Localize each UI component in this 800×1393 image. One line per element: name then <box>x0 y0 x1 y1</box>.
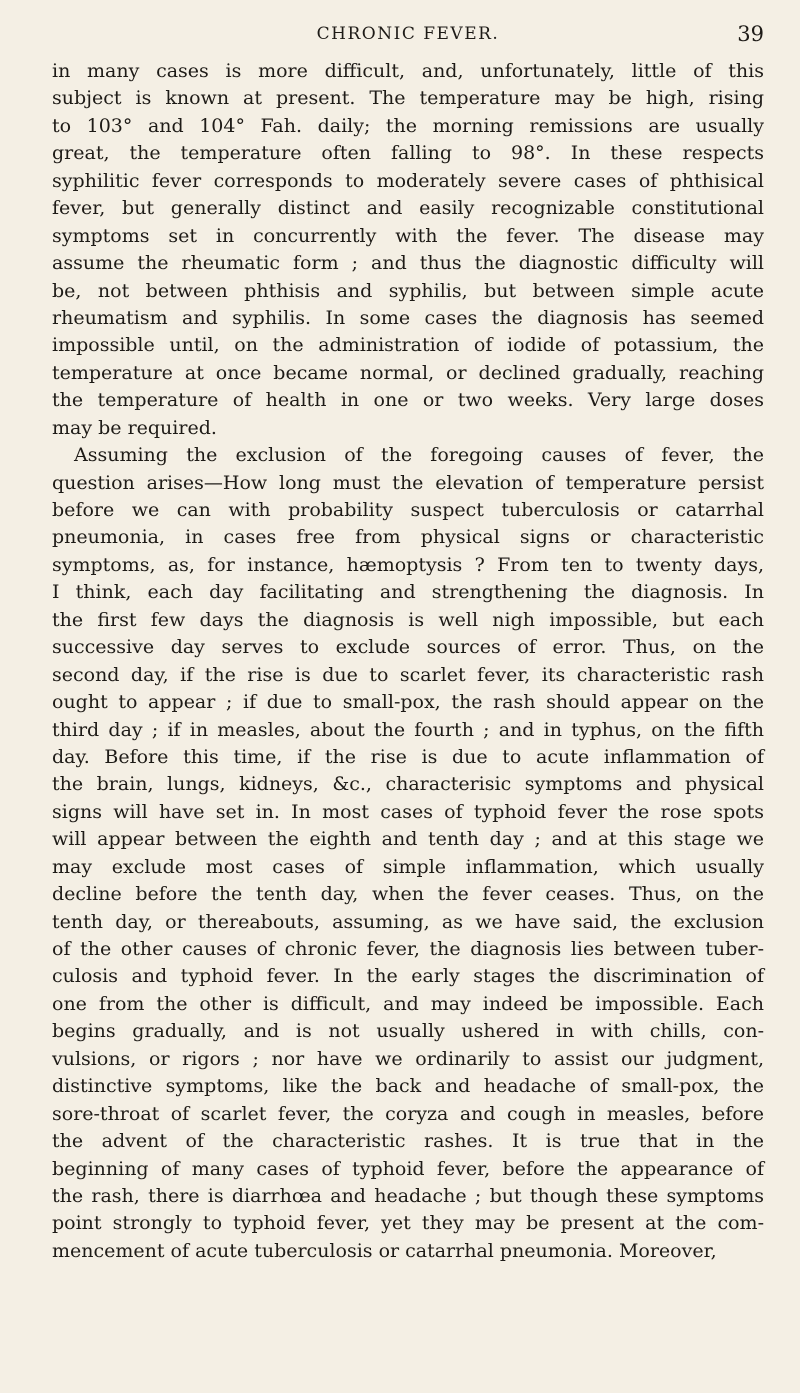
text-line: vulsions, or rigors ; nor have we ordinarily to assist our judgment, <box>52 1047 764 1070</box>
text-line: of the other causes of chronic fever, the diagnosis lies between tuber- <box>52 938 764 960</box>
body-text <box>52 58 764 1265</box>
text-line: point strongly to typhoid fever, yet they may be present at the com- <box>52 1212 764 1235</box>
paragraph <box>52 58 764 442</box>
text-line: may be required. <box>52 416 217 439</box>
text-line: distinctive symptoms, like the back and headache of small-pox, the <box>52 1075 764 1098</box>
text-line: impossible until, on the administration of iodide of potassium, the <box>52 334 764 357</box>
text-line: beginning of many cases of typhoid fever, before the appearance of <box>52 1157 764 1180</box>
paragraph <box>52 442 764 1265</box>
text-line: in many cases is more difficult, and, unfortunately, little of this <box>52 60 764 82</box>
running-head <box>52 18 764 50</box>
text-line: fever, but generally distinct and easily recognizable constitutional <box>52 197 764 220</box>
text-line: day. Before this time, if the rise is due to acute inflammation of <box>52 745 764 768</box>
text-line: third day ; if in measles, about the fourth ; and in typhus, on the fifth <box>52 718 764 741</box>
text-line: subject is known at present. The temperature may be high, rising <box>52 87 764 110</box>
text-line: begins gradually, and is not usually ushered in with chills, con- <box>52 1020 764 1043</box>
text-line: may exclude most cases of simple inflammation, which usually <box>52 855 764 878</box>
text-line: one from the other is difficult, and may indeed be impossible. Each <box>52 992 764 1015</box>
text-line: before we can with probability suspect tuberculosis or catarrhal <box>52 499 764 521</box>
text-line: great, the temperature often falling to 98°. In these respects <box>52 142 764 165</box>
text-line: the temperature of health in one or two weeks. Very large doses <box>52 389 764 412</box>
text-line: the brain, lungs, kidneys, &c., characterisic symptoms and physical <box>52 773 764 796</box>
text-line: the advent of the characteristic rashes. It is true that in the <box>52 1130 764 1153</box>
text-line: successive day serves to exclude sources of error. Thus, on the <box>52 636 764 659</box>
text-line: I think, each day facilitating and strengthening the diagnosis. In <box>52 581 764 604</box>
text-line: rheumatism and syphilis. In some cases the diagnosis has seemed <box>52 306 764 329</box>
text-line: signs will have set in. In most cases of typhoid fever the rose spots <box>52 800 764 823</box>
text-line: Assuming the exclusion of the foregoing causes of fever, the <box>74 444 764 467</box>
text-line: the rash, there is diarrhœa and headache ; but though these symptoms <box>52 1184 764 1207</box>
text-line: mencement of acute tuberculosis or catarrhal pneumonia. Moreover, <box>52 1239 717 1262</box>
text-line: decline before the tenth day, when the fever ceases. Thus, on the <box>52 883 764 906</box>
text-line: symptoms set in concurrently with the fever. The disease may <box>52 224 764 247</box>
text-line: be, not between phthisis and syphilis, but between simple acute <box>52 279 764 302</box>
page-number: 39 <box>737 22 764 46</box>
running-head-title: CHRONIC FEVER. <box>316 24 500 44</box>
text-line: syphilitic fever corresponds to moderately severe cases of phthisical <box>52 169 764 192</box>
text-line: sore-throat of scarlet fever, the coryza and cough in measles, before <box>52 1102 764 1125</box>
text-line: will appear between the eighth and tenth day ; and at this stage we <box>52 828 764 851</box>
text-line: second day, if the rise is due to scarlet fever, its characteristic rash <box>52 663 764 686</box>
text-line: ought to appear ; if due to small-pox, the rash should appear on the <box>52 691 764 714</box>
text-line: question arises—How long must the elevation of temperature persist <box>52 471 764 494</box>
text-line: temperature at once became normal, or declined gradually, reaching <box>52 361 764 384</box>
text-line: pneumonia, in cases free from physical signs or characteristic <box>52 526 764 549</box>
text-line: the first few days the diagnosis is well nigh impossible, but each <box>52 608 764 631</box>
text-line: culosis and typhoid fever. In the early stages the discrimination of <box>52 965 764 988</box>
text-line: to 103° and 104° Fah. daily; the morning remissions are usually <box>52 114 764 137</box>
text-line: symptoms, as, for instance, hæmoptysis ? From ten to twenty days, <box>52 553 764 576</box>
text-line: assume the rheumatic form ; and thus the diagnostic difficulty will <box>52 252 764 275</box>
text-line: tenth day, or thereabouts, assuming, as we have said, the exclusion <box>52 910 764 933</box>
